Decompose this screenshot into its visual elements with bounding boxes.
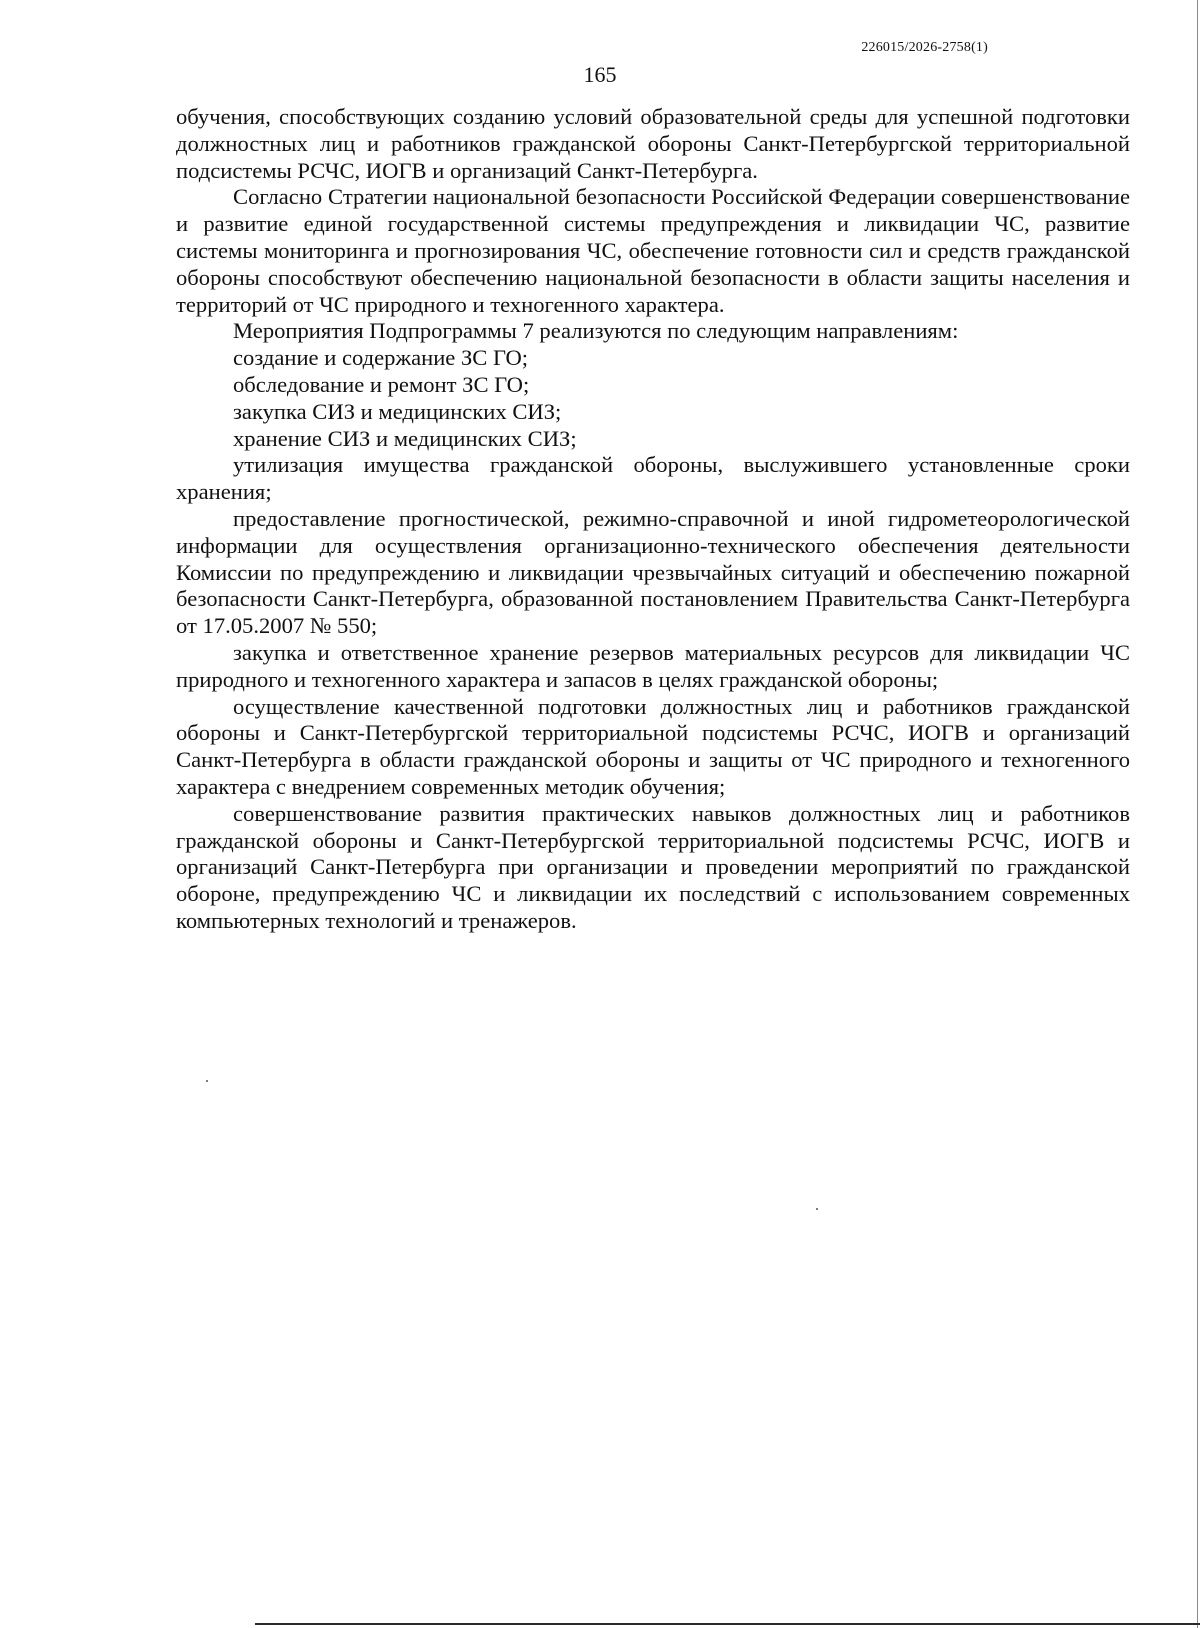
list-item: утилизация имущества гражданской обороны, выслужившего установленные сроки хранения; — [176, 452, 1130, 505]
document-registration-number: 226015/2026-2758(1) — [861, 40, 988, 55]
list-item: предоставление прогностической, режимно-справочной и иной гидрометеорологической информации для осуществления организационно-технического обеспечения деятельности Комиссии по предупреждению и ликвидации чрезвычайных ситуаций и обеспечению пожарной безопасности Санкт-Петербурга, образованной постановлением Правительства Санкт-Петербурга от 17.05.2007 № 550; — [176, 505, 1130, 639]
list-item: закупка и ответственное хранение резервов материальных ресурсов для ликвидации ЧС природного и техногенного характера и запасов в целях гражданской обороны; — [176, 639, 1130, 692]
paragraph: Мероприятия Подпрограммы 7 реализуются по следующим направлениям: — [233, 318, 959, 344]
list-item: хранение СИЗ и медицинских СИЗ; — [233, 425, 577, 451]
page-number: 165 — [583, 62, 617, 87]
list-item: осуществление качественной подготовки должностных лиц и работников гражданской обороны и Санкт-Петербургской территориальной подсистемы РСЧС, ИОГВ и организаций Санкт-Петербурга в области гражданской обороны и защиты от ЧС природного и техногенного характера с внедрением современных методик обучения; — [176, 693, 1130, 799]
paragraph: обучения, способствующих созданию условий образовательной среды для успешной подготовки должностных лиц и работников гражданской обороны Санкт-Петербургской территориальной подсистемы РСЧС, ИОГВ и организаций Санкт-Петербурга. — [176, 104, 1130, 183]
list-item: обследование и ремонт ЗС ГО; — [233, 371, 530, 397]
list-item: создание и содержание ЗС ГО; — [233, 345, 529, 371]
paragraph: Согласно Стратегии национальной безопасности Российской Федерации совершенствование и развитие единой государственной системы предупреждения и ликвидации ЧС, развитие системы мониторинга и прогнозирования ЧС, обеспечение готовности сил и средств гражданской обороны способствуют обеспечению национальной безопасности в области защиты населения и территорий от ЧС природного и техногенного характера. — [176, 184, 1130, 317]
scan-speck — [206, 1080, 208, 1082]
scan-speck — [816, 1208, 818, 1210]
list-item: закупка СИЗ и медицинских СИЗ; — [233, 398, 562, 424]
scan-edge-bottom — [255, 1623, 1200, 1625]
document-body — [176, 104, 1130, 935]
list-item: совершенствование развития практических навыков должностных лиц и работников гражданской обороны и Санкт-Петербургской территориальной подсистемы РСЧС, ИОГВ и организаций Санкт-Петербурга при организации и проведении мероприятий по гражданской обороне, предупреждению ЧС и ликвидации их последствий с использованием современных компьютерных технологий и тренажеров. — [176, 800, 1130, 933]
scan-edge-right — [1197, 0, 1198, 1628]
